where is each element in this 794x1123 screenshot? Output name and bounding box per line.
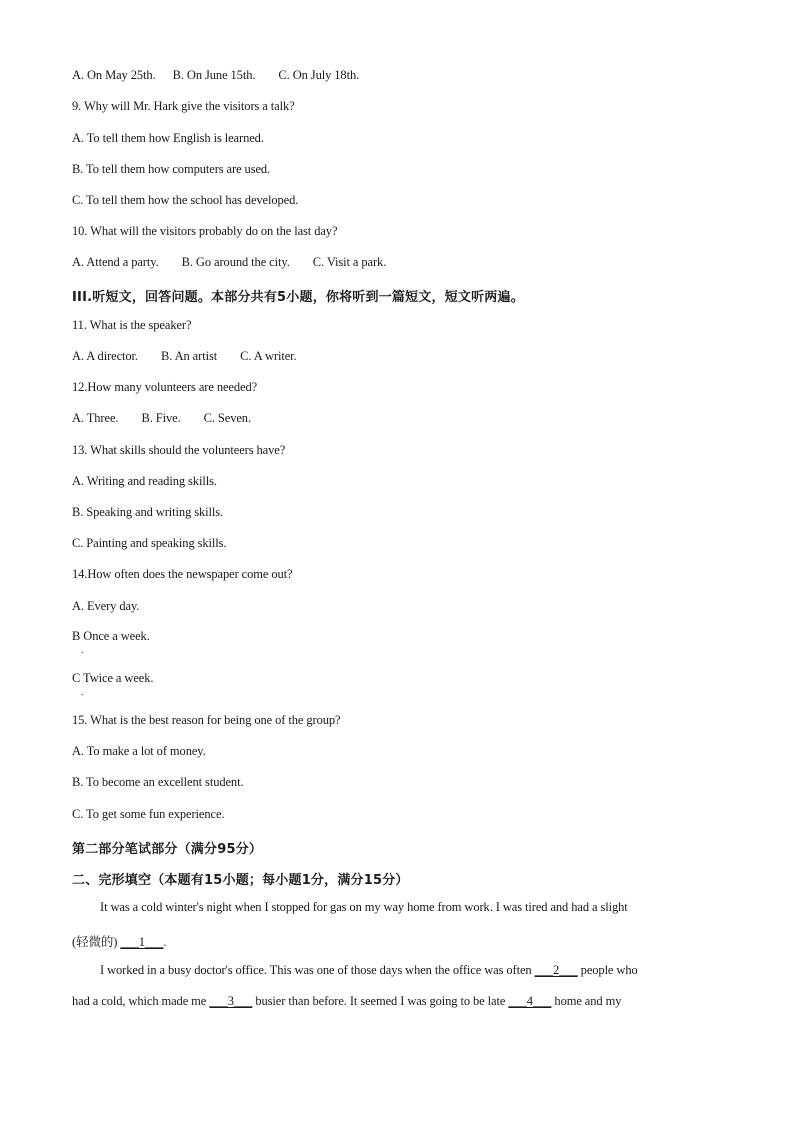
q11-options — [72, 349, 297, 364]
q14-question: 14.How often does the newspaper come out? — [72, 567, 293, 581]
passage-text: people who — [577, 963, 638, 977]
q14-option-a: A. Every day. — [72, 599, 140, 613]
stray-dot-mark: . — [81, 687, 84, 698]
q9-option-b: B. To tell them how computers are used. — [72, 162, 271, 176]
q8-option-a: A. On May 25th. — [72, 68, 156, 82]
passage-text: busier than before. It seemed I was going to be late — [252, 994, 509, 1008]
q14-option-b: B Once a week. — [72, 629, 150, 643]
q9-option-a: A. To tell them how English is learned. — [72, 131, 264, 145]
q15-option-c: C. To get some fun experience. — [72, 807, 225, 821]
q10-option-c: C. Visit a park. — [312, 255, 387, 269]
passage-text: home and my — [551, 994, 622, 1008]
q13-option-a: A. Writing and reading skills. — [72, 474, 217, 488]
passage-text: . — [163, 935, 167, 949]
q10-option-a: A. Attend a party. — [72, 255, 159, 269]
q15-question: 15. What is the best reason for being one of the group? — [72, 713, 341, 727]
passage-p1-line1: It was a cold winter's night when I stopped for gas on my way home from work. I was tired and had a slight — [100, 900, 628, 914]
q13-option-b: B. Speaking and writing skills. — [72, 505, 224, 519]
q11-question: 11. What is the speaker? — [72, 318, 192, 332]
q8-option-c: C. On July 18th. — [278, 68, 360, 82]
q13-question: 13. What skills should the volunteers have? — [72, 443, 286, 457]
passage-p1-line2 — [72, 932, 166, 950]
q10-option-b: B. Go around the city. — [181, 255, 290, 269]
q8-option-b: B. On June 15th. — [172, 68, 256, 82]
q15-option-b: B. To become an excellent student. — [72, 775, 244, 789]
q12-question: 12.How many volunteers are needed? — [72, 380, 258, 394]
passage-p2-line2 — [72, 994, 621, 1009]
passage-p2-line1 — [100, 963, 638, 978]
cloze-blank-1: ___1___ — [120, 935, 164, 949]
cloze-blank-4: ___4___ — [508, 994, 552, 1008]
q12-options — [72, 411, 251, 426]
cloze-heading: 二、完形填空（本题有15小题；每小题1分，满分15分） — [72, 873, 409, 888]
q9-question: 9. Why will Mr. Hark give the visitors a talk? — [72, 99, 295, 113]
cloze-blank-3: ___3___ — [209, 994, 253, 1008]
q11-option-b: B. An artist — [160, 349, 218, 363]
stray-dot-mark: . — [81, 645, 84, 656]
passage-text: (轻微的) — [72, 935, 121, 949]
q9-option-c: C. To tell them how the school has developed. — [72, 193, 299, 207]
part2-heading: 第二部分笔试部分（满分95分） — [72, 842, 263, 857]
q14-option-c: C Twice a week. — [72, 671, 154, 685]
q12-option-c: C. Seven. — [203, 411, 251, 425]
q11-option-c: C. A writer. — [240, 349, 297, 363]
cloze-blank-2: ___2___ — [534, 963, 578, 977]
q15-option-a: A. To make a lot of money. — [72, 744, 206, 758]
passage-text: I worked in a busy doctor's office. This was one of those days when the office was often — [100, 963, 535, 977]
q10-options — [72, 255, 386, 270]
q12-option-b: B. Five. — [141, 411, 181, 425]
q8-options — [72, 68, 359, 83]
q11-option-a: A. A director. — [72, 349, 138, 363]
section3-heading: III.听短文，回答问题。本部分共有5小题，你将听到一篇短文，短文听两遍。 — [72, 290, 524, 305]
passage-text: had a cold, which made me — [72, 994, 210, 1008]
q12-option-a: A. Three. — [72, 411, 119, 425]
q13-option-c: C. Painting and speaking skills. — [72, 536, 227, 550]
q10-question: 10. What will the visitors probably do on the last day? — [72, 224, 338, 238]
